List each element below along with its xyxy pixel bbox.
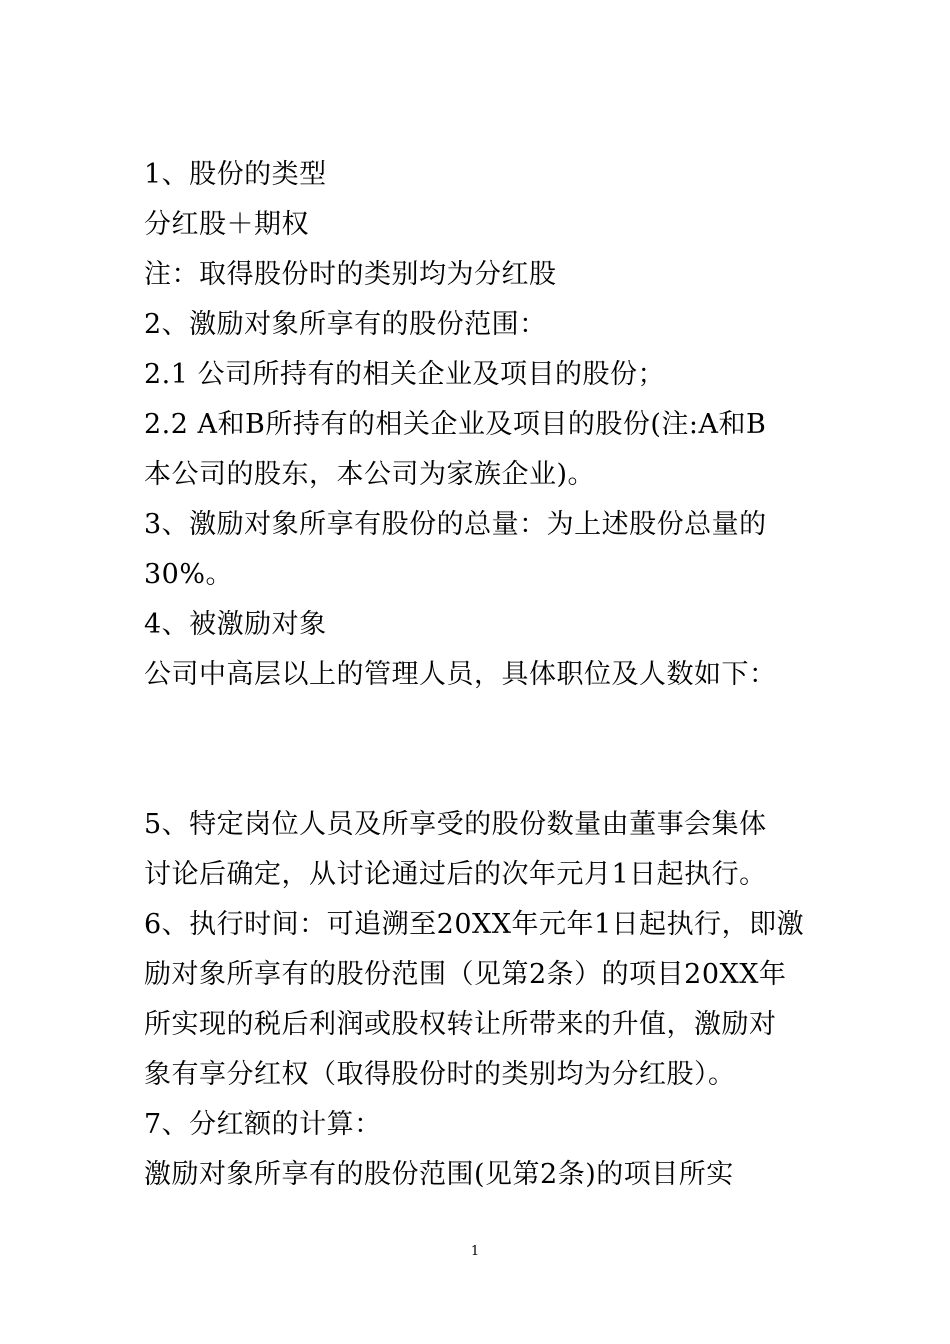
section-7-heading: 7、分红额的计算：	[144, 1109, 382, 1140]
section-6-text: 6、执行时间：可追溯至20XX年元年1日起执行，即激	[144, 909, 805, 940]
section-2-heading: 2、激励对象所享有的股份范围：	[144, 309, 547, 340]
section-4-heading: 4、被激励对象	[144, 609, 327, 640]
section-2-2-continued: 本公司的股东，本公司为家族企业)。	[144, 459, 596, 490]
section-5-text: 5、特定岗位人员及所享受的股份数量由董事会集体	[144, 809, 767, 840]
section-6-line-3: 所实现的税后利润或股权转让所带来的升值，激励对	[144, 1009, 777, 1040]
share-types-text: 分红股＋期权	[144, 209, 309, 240]
share-types-note: 注：取得股份时的类别均为分红股	[144, 259, 557, 290]
section-6-line-2: 励对象所享有的股份范围（见第2条）的项目20XX年	[144, 959, 787, 990]
section-3-continued: 30%。	[144, 559, 234, 590]
section-2-2-text: 2.2 A和B所持有的相关企业及项目的股份(注:A和B	[144, 409, 767, 440]
section-4-text: 公司中高层以上的管理人员，具体职位及人数如下：	[144, 659, 777, 690]
section-6-line-4: 象有享分红权（取得股份时的类别均为分红股）。	[144, 1059, 736, 1090]
page-number: 1	[470, 1244, 480, 1259]
section-2-1-text: 2.1 公司所持有的相关企业及项目的股份；	[144, 359, 666, 390]
section-7-text: 激励对象所享有的股份范围(见第2条)的项目所实	[144, 1159, 734, 1190]
section-5-continued: 讨论后确定，从讨论通过后的次年元月1日起执行。	[144, 859, 767, 890]
section-3-text: 3、激励对象所享有股份的总量：为上述股份总量的	[144, 509, 767, 540]
section-1-heading: 1、股份的类型	[144, 159, 327, 190]
